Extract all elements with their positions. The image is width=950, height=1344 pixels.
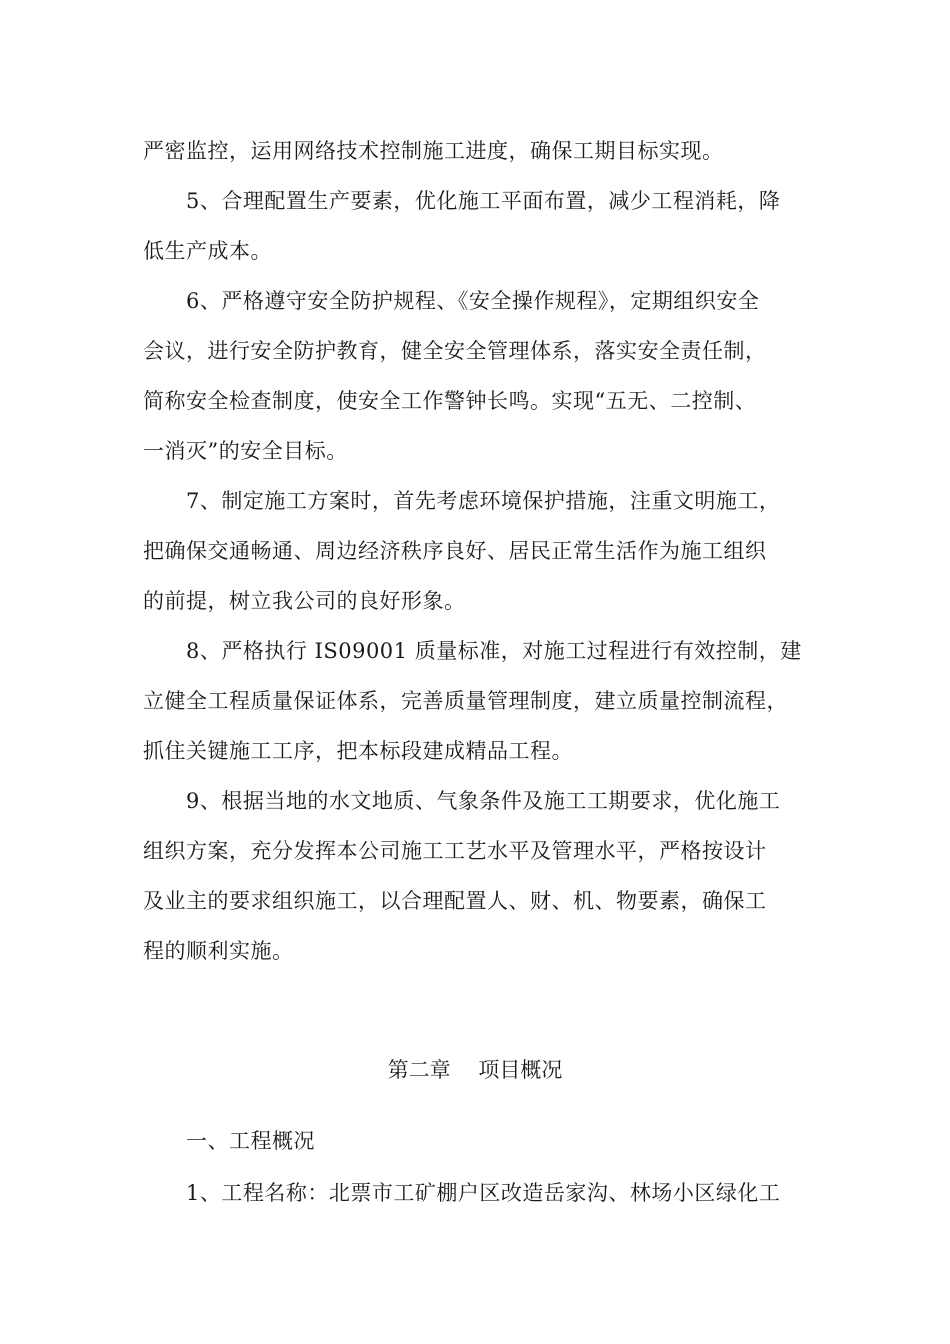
paragraph-9-line-3: 及业主的要求组织施工，以合理配置人、财、机、物要素，确保工 [143, 889, 767, 913]
paragraph-7-line-3: 的前提，树立我公司的良好形象。 [143, 589, 466, 613]
paragraph-6-line-1: 6、严格遵守安全防护规程、《安全操作规程》，定期组织安全 [186, 289, 760, 313]
paragraph-8-line-1: 8、严格执行 IS09001 质量标准，对施工过程进行有效控制，建 [186, 639, 802, 663]
paragraph-9-line-1: 9、根据当地的水文地质、气象条件及施工工期要求，优化施工 [186, 789, 781, 813]
paragraph-9-line-2: 组织方案，充分发挥本公司施工工艺水平及管理水平，严格按设计 [143, 839, 767, 863]
paragraph-4-line-1: 严密监控，运用网络技术控制施工进度，确保工期目标实现。 [143, 139, 724, 163]
paragraph-6-line-2: 会议，进行安全防护教育，健全安全管理体系，落实安全责任制， [143, 339, 767, 363]
paragraph-6-line-4: 一消灭”的安全目标。 [143, 439, 348, 463]
paragraph-8-line-2: 立健全工程质量保证体系，完善质量管理制度，建立质量控制流程， [143, 689, 788, 713]
chapter-title: 第二章 项目概况 [387, 1058, 563, 1082]
paragraph-6-line-3: 简称安全检查制度，使安全工作警钟长鸣。实现“五无、二控制、 [143, 389, 757, 413]
section-heading: 一、工程概况 [186, 1129, 315, 1153]
paragraph-8-line-3: 抓住关键施工工序，把本标段建成精品工程。 [143, 739, 573, 763]
paragraph-9-line-4: 程的顺利实施。 [143, 939, 294, 963]
paragraph-7-line-2: 把确保交通畅通、周边经济秩序良好、居民正常生活作为施工组织 [143, 539, 767, 563]
item-1-line: 1、工程名称：北票市工矿棚户区改造岳家沟、林场小区绿化工 [186, 1181, 781, 1205]
paragraph-5-line-2: 低生产成本。 [143, 239, 272, 263]
paragraph-5-line-1: 5、合理配置生产要素，优化施工平面布置，减少工程消耗，降 [186, 189, 781, 213]
paragraph-7-line-1: 7、制定施工方案时，首先考虑环境保护措施，注重文明施工， [186, 489, 781, 513]
